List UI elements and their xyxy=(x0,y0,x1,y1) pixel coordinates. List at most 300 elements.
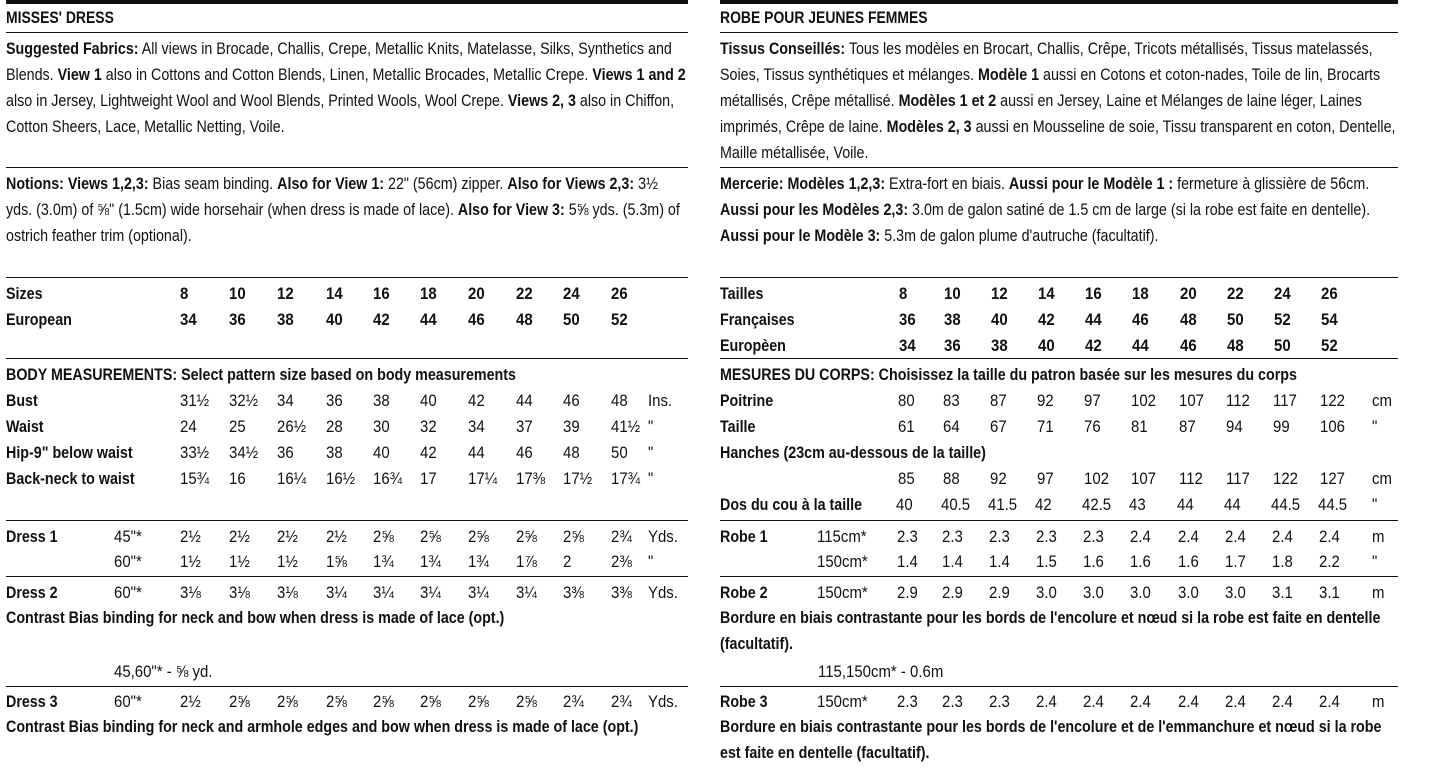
measurement-value: 3¼ xyxy=(420,583,441,602)
size-value: 8 xyxy=(180,284,189,303)
measurement-value: 16¼ xyxy=(277,469,307,488)
measurement-value: 3.0 xyxy=(1130,583,1151,602)
measurement-value: 17 xyxy=(420,469,437,488)
size-value: 50 xyxy=(1227,310,1244,329)
measurement-value: 2.3 xyxy=(942,527,963,546)
measurement-value: 2¾ xyxy=(611,692,632,711)
measurement-value: 36 xyxy=(326,391,343,410)
size-value: 42 xyxy=(1038,310,1055,329)
divider xyxy=(720,277,1398,278)
divider xyxy=(720,686,1398,687)
measurement-value: 2⅝ xyxy=(516,527,537,546)
measurement-value: 67 xyxy=(990,417,1007,436)
measurement-value: 2.3 xyxy=(897,692,918,711)
measurement-value: 87 xyxy=(1179,417,1196,436)
dress2-note: Contrast Bias binding for neck and bow when dress is made of lace (opt.) xyxy=(6,608,505,627)
size-value: 40 xyxy=(991,310,1008,329)
measurement-value: 48 xyxy=(563,443,580,462)
title-fr: ROBE POUR JEUNES FEMMES xyxy=(720,8,928,27)
robe2-extra: 115,150cm* - 0.6m xyxy=(818,662,944,681)
hip-label-row xyxy=(720,440,1398,466)
divider xyxy=(6,576,688,577)
fabric-width: 60"* xyxy=(114,692,142,711)
measurement-value: 3.0 xyxy=(1225,583,1246,602)
measurement-value: 16¾ xyxy=(373,469,403,488)
size-value: 12 xyxy=(991,284,1008,303)
english-column xyxy=(6,0,688,769)
size-value: 38 xyxy=(944,310,961,329)
measurement-value: 34 xyxy=(468,417,485,436)
size-value: 20 xyxy=(1180,284,1197,303)
body-measure-label: Poitrine xyxy=(720,391,774,410)
divider xyxy=(6,32,688,33)
measurement-value: 37 xyxy=(516,417,533,436)
measurement-value: 76 xyxy=(1084,417,1101,436)
measurement-value: 2⅝ xyxy=(420,692,441,711)
measurement-value: 2⅝ xyxy=(420,527,441,546)
hip-label: Hanches (23cm au-dessous de la taille) xyxy=(720,443,986,462)
measurement-value: 44 xyxy=(516,391,533,410)
body-header-fr xyxy=(720,362,1398,388)
measurement-value: 2.3 xyxy=(897,527,918,546)
bold-heading-text: Aussi pour le Modèle 3: xyxy=(720,226,881,245)
measurement-value: 3¼ xyxy=(468,583,489,602)
measurement-value: 2.3 xyxy=(989,692,1010,711)
measurement-value: 44 xyxy=(468,443,485,462)
francaises-row xyxy=(720,307,1398,333)
measurement-row xyxy=(6,440,688,466)
unit-label: cm xyxy=(1372,391,1392,410)
measurement-value: 2⅜ xyxy=(611,552,632,571)
measurement-value: 3.0 xyxy=(1036,583,1057,602)
body-measure-label: Bust xyxy=(6,391,38,410)
size-value: 48 xyxy=(1180,310,1197,329)
measurement-value: 16 xyxy=(229,469,246,488)
robe2-note: Bordure en biais contrastante pour les bords de l'encolure et nœud si la robe est faite en dentelle (facultatif). xyxy=(720,608,1381,653)
measurement-value: 26½ xyxy=(277,417,307,436)
divider xyxy=(6,277,688,278)
unit-label: " xyxy=(648,443,654,462)
body-text: Tous les modèles en Brocart, Challis, Crêpe, Tricots métallisés, Tissus matelassés, Soies, Tissus synthétiques et mélanges. xyxy=(720,39,1373,84)
measurement-value: 85 xyxy=(898,469,915,488)
measurement-value: 17¾ xyxy=(611,469,641,488)
measurement-value: 94 xyxy=(1226,417,1243,436)
measurement-value: 2.4 xyxy=(1130,527,1151,546)
measurement-value: 2½ xyxy=(326,527,347,546)
measurement-value: 17½ xyxy=(563,469,593,488)
measurement-value: 50 xyxy=(611,443,628,462)
robe-label: Robe 3 xyxy=(720,692,768,711)
size-value: 16 xyxy=(1085,284,1102,303)
measurement-value: 33½ xyxy=(180,443,210,462)
size-value: 44 xyxy=(1132,336,1149,355)
measurement-value: 102 xyxy=(1084,469,1109,488)
measurement-value: 43 xyxy=(1129,495,1146,514)
measurement-value: 80 xyxy=(898,391,915,410)
measurement-value: 3¼ xyxy=(326,583,347,602)
fabrics-paragraph-en xyxy=(6,36,688,140)
size-value: 40 xyxy=(326,310,343,329)
body-measure-label: Dos du cou à la taille xyxy=(720,495,863,514)
size-value: 26 xyxy=(1321,284,1338,303)
bold-heading-text: Aussi pour le Modèle 1 : xyxy=(1008,174,1174,193)
measurement-value: 1⅝ xyxy=(326,552,347,571)
body-measure-label: Back-neck to waist xyxy=(6,469,135,488)
size-value: 36 xyxy=(229,310,246,329)
measurement-value: 3.1 xyxy=(1319,583,1340,602)
divider xyxy=(6,520,688,521)
fabric-width: 115cm* xyxy=(817,527,867,546)
measurement-value: 1¾ xyxy=(468,552,489,571)
unit-label: " xyxy=(1372,552,1378,571)
dress3-note: Contrast Bias binding for neck and armhole edges and bow when dress is made of lace (opt.) xyxy=(6,717,639,736)
measurement-value: 38 xyxy=(326,443,343,462)
measurement-value: 127 xyxy=(1320,469,1345,488)
size-value: 16 xyxy=(373,284,390,303)
body-text: Extra-fort en biais. xyxy=(885,174,1009,193)
measurement-row xyxy=(720,689,1398,715)
top-bar xyxy=(6,0,688,4)
size-value: 10 xyxy=(229,284,246,303)
measurement-value: 41½ xyxy=(611,417,641,436)
fabric-width: 60"* xyxy=(114,552,142,571)
europeen-label: Europèen xyxy=(720,336,786,355)
measurement-value: 2.4 xyxy=(1272,692,1293,711)
size-value: 42 xyxy=(1085,336,1102,355)
measurement-value: 117 xyxy=(1273,391,1297,410)
unit-label: " xyxy=(648,552,654,571)
bold-heading-text: Aussi pour les Modèles 2,3: xyxy=(720,200,909,219)
unit-label: Ins. xyxy=(648,391,673,410)
measurement-value: 2⅝ xyxy=(277,692,298,711)
size-value: 10 xyxy=(944,284,961,303)
bold-heading-text: Notions: Views 1,2,3: xyxy=(6,174,149,193)
measurement-value: 2½ xyxy=(180,527,201,546)
measurement-value: 97 xyxy=(1037,469,1054,488)
body-text: 22" (56cm) zipper. xyxy=(384,174,508,193)
european-label: European xyxy=(6,310,72,329)
measurement-value: 44 xyxy=(1177,495,1194,514)
body-measurements-header: BODY MEASUREMENTS: Select pattern size based on body measurements xyxy=(6,365,516,384)
size-value: 20 xyxy=(468,284,485,303)
size-value: 26 xyxy=(611,284,628,303)
europeen-row xyxy=(720,333,1398,359)
divider xyxy=(720,358,1398,359)
measurement-value: 41.5 xyxy=(988,495,1018,514)
unit-label: Yds. xyxy=(648,527,678,546)
measurement-value: 40 xyxy=(420,391,437,410)
measurement-value: 1.7 xyxy=(1225,552,1246,571)
measurement-value: 99 xyxy=(1273,417,1290,436)
bold-heading-text: Modèles 2, 3 xyxy=(886,117,972,136)
measurement-value: 32 xyxy=(420,417,437,436)
body-text: aussi en Mousseline de soie, Tissu transparent en coton, Dentelle, Maille métallisée, Voile. xyxy=(720,117,1396,162)
measurement-value: 1.4 xyxy=(989,552,1010,571)
robe-label: Robe 1 xyxy=(720,527,768,546)
size-value: 24 xyxy=(1274,284,1291,303)
measurement-value: 112 xyxy=(1226,391,1250,410)
measurement-value: 106 xyxy=(1320,417,1345,436)
measurement-value: 2.4 xyxy=(1130,692,1151,711)
measurement-value: 2⅝ xyxy=(229,692,250,711)
size-value: 22 xyxy=(516,284,533,303)
size-value: 46 xyxy=(1180,336,1197,355)
size-value: 36 xyxy=(944,336,961,355)
measurement-value: 48 xyxy=(611,391,628,410)
dress2-extra-row xyxy=(6,659,688,685)
size-value: 54 xyxy=(1321,310,1338,329)
bold-heading-text: Views 2, 3 xyxy=(507,91,576,110)
measurement-value: 44.5 xyxy=(1271,495,1301,514)
size-value: 14 xyxy=(326,284,343,303)
size-value: 14 xyxy=(1038,284,1055,303)
francaises-label: Françaises xyxy=(720,310,795,329)
size-value: 52 xyxy=(1321,336,1338,355)
measurement-value: 2.4 xyxy=(1036,692,1057,711)
unit-label: " xyxy=(1372,417,1378,436)
fabric-width: 150cm* xyxy=(817,552,868,571)
measurement-value: 28 xyxy=(326,417,343,436)
measurement-value: 1¾ xyxy=(373,552,394,571)
measurement-value: 2⅝ xyxy=(563,527,584,546)
bold-heading-text: Also for View 3: xyxy=(457,200,565,219)
size-value: 38 xyxy=(991,336,1008,355)
body-text: 3.0m de galon satiné de 1.5 cm de large (si la robe est faite en dentelle). xyxy=(908,200,1371,219)
size-value: 34 xyxy=(180,310,197,329)
measurement-value: 2.3 xyxy=(989,527,1010,546)
measurement-value: 25 xyxy=(229,417,246,436)
measurement-value: 2.4 xyxy=(1178,527,1199,546)
measurement-row xyxy=(6,466,688,492)
sizes-row-fr xyxy=(720,281,1398,307)
measurement-value: 1.5 xyxy=(1036,552,1057,571)
unit-label: cm xyxy=(1372,469,1392,488)
measurement-value: 2.3 xyxy=(1083,527,1104,546)
measurement-value: 97 xyxy=(1084,391,1101,410)
measurement-value: 92 xyxy=(990,469,1007,488)
measurement-value: 3⅛ xyxy=(277,583,298,602)
measurement-value: 1.6 xyxy=(1178,552,1199,571)
measurement-value: 36 xyxy=(277,443,294,462)
unit-label: Yds. xyxy=(648,692,678,711)
size-value: 44 xyxy=(420,310,437,329)
measurement-row xyxy=(6,388,688,414)
size-value: 42 xyxy=(373,310,390,329)
measurement-value: 17⅜ xyxy=(516,469,546,488)
size-value: 12 xyxy=(277,284,294,303)
measurement-value: 2⅝ xyxy=(468,692,489,711)
size-value: 48 xyxy=(516,310,533,329)
measurement-value: 2.4 xyxy=(1225,692,1246,711)
measurement-value: 3⅜ xyxy=(611,583,632,602)
sizes-row-en xyxy=(6,281,688,307)
measurement-value: 1.4 xyxy=(942,552,963,571)
measurement-value: 2⅝ xyxy=(373,527,394,546)
measurement-value: 24 xyxy=(180,417,197,436)
measurement-value: 34½ xyxy=(229,443,259,462)
bold-heading-text: Mercerie: Modèles 1,2,3: xyxy=(720,174,886,193)
measurement-value: 44.5 xyxy=(1318,495,1348,514)
measurement-value: 2¾ xyxy=(563,692,584,711)
body-text: 5.3m de galon plume d'autruche (facultatif). xyxy=(880,226,1159,245)
measurement-value: 2⅝ xyxy=(373,692,394,711)
size-value: 52 xyxy=(611,310,628,329)
body-header-en xyxy=(6,362,688,388)
size-value: 18 xyxy=(420,284,437,303)
measurement-value: 122 xyxy=(1273,469,1298,488)
measurement-value: 2.4 xyxy=(1178,692,1199,711)
measurement-value: 2⅝ xyxy=(468,527,489,546)
fabrics-paragraph-fr xyxy=(720,36,1398,166)
french-column xyxy=(720,0,1398,769)
measurement-row xyxy=(720,414,1398,440)
bold-heading-text: Tissus Conseillés: xyxy=(720,39,846,58)
body-text: aussi en Jersey, Laine et Mélanges de laine léger, Laines imprimés, Crêpe de laine. xyxy=(720,91,1362,136)
measurement-value: 122 xyxy=(1320,391,1345,410)
measurement-value: 34 xyxy=(277,391,294,410)
measurement-value: 3.0 xyxy=(1178,583,1199,602)
measurement-value: 2.4 xyxy=(1319,527,1340,546)
body-text: Bias seam binding. xyxy=(148,174,278,193)
bold-heading-text: Modèle 1 xyxy=(977,65,1040,84)
unit-label: m xyxy=(1372,692,1385,711)
measurement-value: 2.4 xyxy=(1225,527,1246,546)
measurement-value: 107 xyxy=(1131,469,1156,488)
measurement-value: 1.8 xyxy=(1272,552,1293,571)
measurement-value: 2.4 xyxy=(1272,527,1293,546)
measurement-value: 1⅞ xyxy=(516,552,537,571)
measurement-value: 1½ xyxy=(229,552,250,571)
dress-label: Dress 2 xyxy=(6,583,58,602)
size-value: 46 xyxy=(1132,310,1149,329)
measurement-value: 92 xyxy=(1037,391,1054,410)
measurement-value: 2⅝ xyxy=(326,692,347,711)
size-value: 8 xyxy=(899,284,908,303)
body-text: also in Cottons and Cotton Blends, Linen, Metallic Brocades, Metallic Crepe. xyxy=(101,65,593,84)
measurement-value: 2½ xyxy=(180,692,201,711)
measurement-row xyxy=(6,414,688,440)
measurement-row xyxy=(720,492,1398,518)
measurement-value: 1.4 xyxy=(897,552,918,571)
measurement-row xyxy=(6,580,688,606)
body-text: All views in Brocade, Challis, Crepe, Metallic Knits, Matelasse, Silks, Synthetics and Blends. xyxy=(6,39,672,84)
measurement-value: 2⅝ xyxy=(516,692,537,711)
size-value: 50 xyxy=(563,310,580,329)
measurement-value: 117 xyxy=(1226,469,1250,488)
bold-heading-text: Also for Views 2,3: xyxy=(507,174,635,193)
measurement-value: 3.0 xyxy=(1083,583,1104,602)
measurement-value: 102 xyxy=(1131,391,1156,410)
dress-label: Dress 1 xyxy=(6,527,58,546)
size-value: 18 xyxy=(1132,284,1149,303)
measurement-value: 31½ xyxy=(180,391,210,410)
body-measure-label: Hip-9" below waist xyxy=(6,443,133,462)
measurement-value: 83 xyxy=(943,391,960,410)
measurement-value: 2½ xyxy=(277,527,298,546)
divider xyxy=(6,167,688,168)
measurement-value: 1½ xyxy=(277,552,298,571)
measurement-value: 2.2 xyxy=(1319,552,1340,571)
measurement-value: 3¼ xyxy=(516,583,537,602)
size-value: 24 xyxy=(563,284,580,303)
size-value: 40 xyxy=(1038,336,1055,355)
bold-heading-text: Also for View 1: xyxy=(277,174,385,193)
measurement-value: 15¾ xyxy=(180,469,210,488)
size-value: 48 xyxy=(1227,336,1244,355)
measurement-value: 42.5 xyxy=(1082,495,1112,514)
measurement-row xyxy=(720,549,1398,575)
measurement-row xyxy=(6,689,688,715)
bold-heading-text: Modèles 1 et 2 xyxy=(898,91,997,110)
divider xyxy=(720,167,1398,168)
measurement-row xyxy=(720,580,1398,606)
body-text: fermeture à glissière de 56cm. xyxy=(1173,174,1370,193)
measurement-value: 2.3 xyxy=(942,692,963,711)
notions-paragraph-fr xyxy=(720,171,1398,249)
size-value: 38 xyxy=(277,310,294,329)
measurement-value: 61 xyxy=(898,417,915,436)
measurement-value: 42 xyxy=(1035,495,1052,514)
measurement-value: 3¼ xyxy=(373,583,394,602)
measurement-value: 2.4 xyxy=(1319,692,1340,711)
measurement-value: 2.9 xyxy=(942,583,963,602)
measurement-value: 112 xyxy=(1179,469,1203,488)
measurement-value: 30 xyxy=(373,417,390,436)
body-text: 5⅝ yds. (5.3m) of ostrich feather trim (optional). xyxy=(6,200,680,245)
measurement-row xyxy=(720,388,1398,414)
measurement-value: 88 xyxy=(943,469,960,488)
body-text: also in Jersey, Lightweight Wool and Wool Blends, Printed Wools, Wool Crepe. xyxy=(6,91,508,110)
robe3-note: Bordure en biais contrastante pour les bords de l'encolure et de l'emmanchure et nœud si la robe est faite en dentelle (facultatif). xyxy=(720,717,1382,762)
fabric-width: 150cm* xyxy=(817,692,868,711)
body-text: also in Chiffon, Cotton Sheers, Lace, Metallic Netting, Voile. xyxy=(6,91,675,136)
unit-label: " xyxy=(648,469,654,488)
measurement-value: 64 xyxy=(943,417,960,436)
measurement-row xyxy=(720,466,1398,492)
body-measure-label: Taille xyxy=(720,417,756,436)
measurement-value: 2.9 xyxy=(897,583,918,602)
size-value: 22 xyxy=(1227,284,1244,303)
measurement-value: 44 xyxy=(1224,495,1241,514)
measurement-value: 17¼ xyxy=(468,469,498,488)
measurement-value: 3.1 xyxy=(1272,583,1293,602)
size-value: 36 xyxy=(899,310,916,329)
divider xyxy=(720,32,1398,33)
fabric-width: 60"* xyxy=(114,583,142,602)
notions-paragraph-en xyxy=(6,171,688,249)
size-value: 46 xyxy=(468,310,485,329)
measurement-value: 38 xyxy=(373,391,390,410)
measurement-value: 40 xyxy=(373,443,390,462)
measurement-value: 40.5 xyxy=(941,495,971,514)
measurement-value: 16½ xyxy=(326,469,356,488)
size-value: 34 xyxy=(899,336,916,355)
body-measure-label: Waist xyxy=(6,417,44,436)
size-value: 50 xyxy=(1274,336,1291,355)
bold-heading-text: Views 1 and 2 xyxy=(592,65,686,84)
size-value: 44 xyxy=(1085,310,1102,329)
measurement-value: 1¾ xyxy=(420,552,441,571)
bold-heading-text: View 1 xyxy=(57,65,102,84)
unit-label: m xyxy=(1372,527,1385,546)
bold-heading-text: Suggested Fabrics: xyxy=(6,39,139,58)
measurement-value: 3⅜ xyxy=(563,583,584,602)
divider xyxy=(6,686,688,687)
size-value: 52 xyxy=(1274,310,1291,329)
measurement-row xyxy=(6,549,688,575)
divider xyxy=(720,520,1398,521)
measurement-row xyxy=(6,524,688,550)
